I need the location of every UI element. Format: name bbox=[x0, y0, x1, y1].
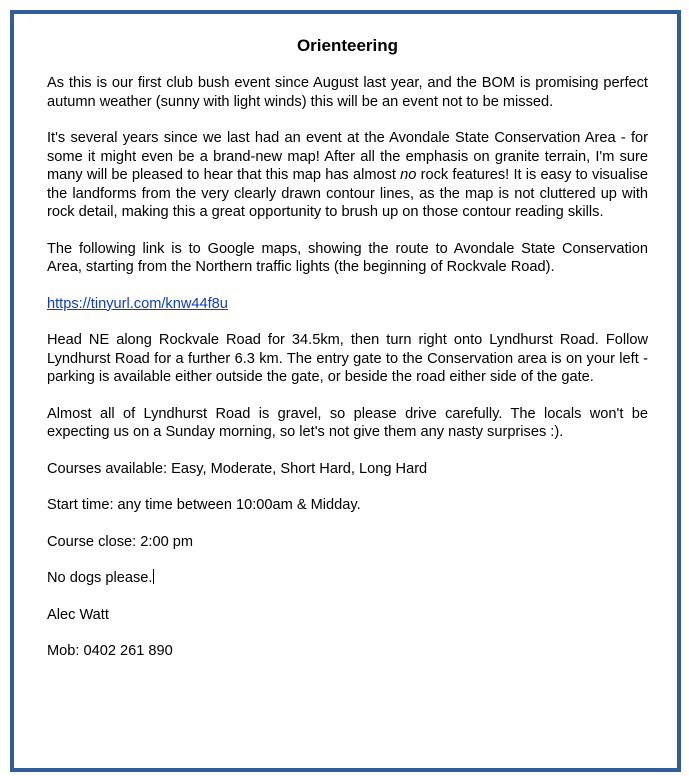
notice-frame bbox=[10, 10, 681, 772]
courses-line: Courses available: Easy, Moderate, Short Hard, Long Hard bbox=[47, 460, 428, 477]
text-cursor bbox=[153, 569, 154, 584]
directions-paragraph: Head NE along Rockvale Road for 34.5km, then turn right onto Lyndhurst Road. Follow Lyndhurst Road for a further 6.3 km. The entry gate to the Conservation area is on your left - parking is available either outside the gate, or beside the road either side of the gate. bbox=[47, 332, 648, 385]
contact-name: Alec Watt bbox=[47, 606, 109, 623]
notice-content bbox=[47, 36, 648, 679]
map-description-emphasis: no bbox=[400, 167, 417, 183]
map-link[interactable]: https://tinyurl.com/knw44f8u bbox=[47, 295, 228, 312]
start-time-line: Start time: any time between 10:00am & Midday. bbox=[47, 497, 361, 513]
contact-mobile: Mob: 0402 261 890 bbox=[47, 643, 173, 659]
map-description-paragraph bbox=[47, 129, 648, 222]
notice-title: Orienteering bbox=[296, 36, 399, 55]
map-description-part-2: rock features! It is easy to visualise the landforms from the very clearly drawn contour lines, as the map is not cluttered up with rock detail, making this a great opportunity to brush up on those contour reading skills. bbox=[47, 167, 648, 220]
intro-paragraph: As this is our first club bush event since August last year, and the BOM is promising perfect autumn weather (sunny with light winds) this will be an event not to be missed. bbox=[47, 75, 648, 110]
course-close-line: Course close: 2:00 pm bbox=[47, 533, 194, 550]
gravel-road-paragraph: Almost all of Lyndhurst Road is gravel, so please drive carefully. The locals won't be expecting us on a Sunday morning, so let's not give them any nasty surprises :). bbox=[47, 405, 648, 440]
map-link-line bbox=[47, 295, 648, 314]
google-maps-paragraph: The following link is to Google maps, showing the route to Avondale State Conservation Area, starting from the Northern traffic lights (the beginning of Rockvale Road). bbox=[47, 240, 648, 275]
no-dogs-line bbox=[47, 569, 648, 588]
no-dogs-text: No dogs please. bbox=[47, 570, 153, 586]
map-description-part-1: It's several years since we last had an event at the Avondale State Conservation Area - for some it might even be a brand-new map! After all the emphasis on granite terrain, I'm sure many will be pleased to hear that this map has almost bbox=[47, 130, 648, 183]
